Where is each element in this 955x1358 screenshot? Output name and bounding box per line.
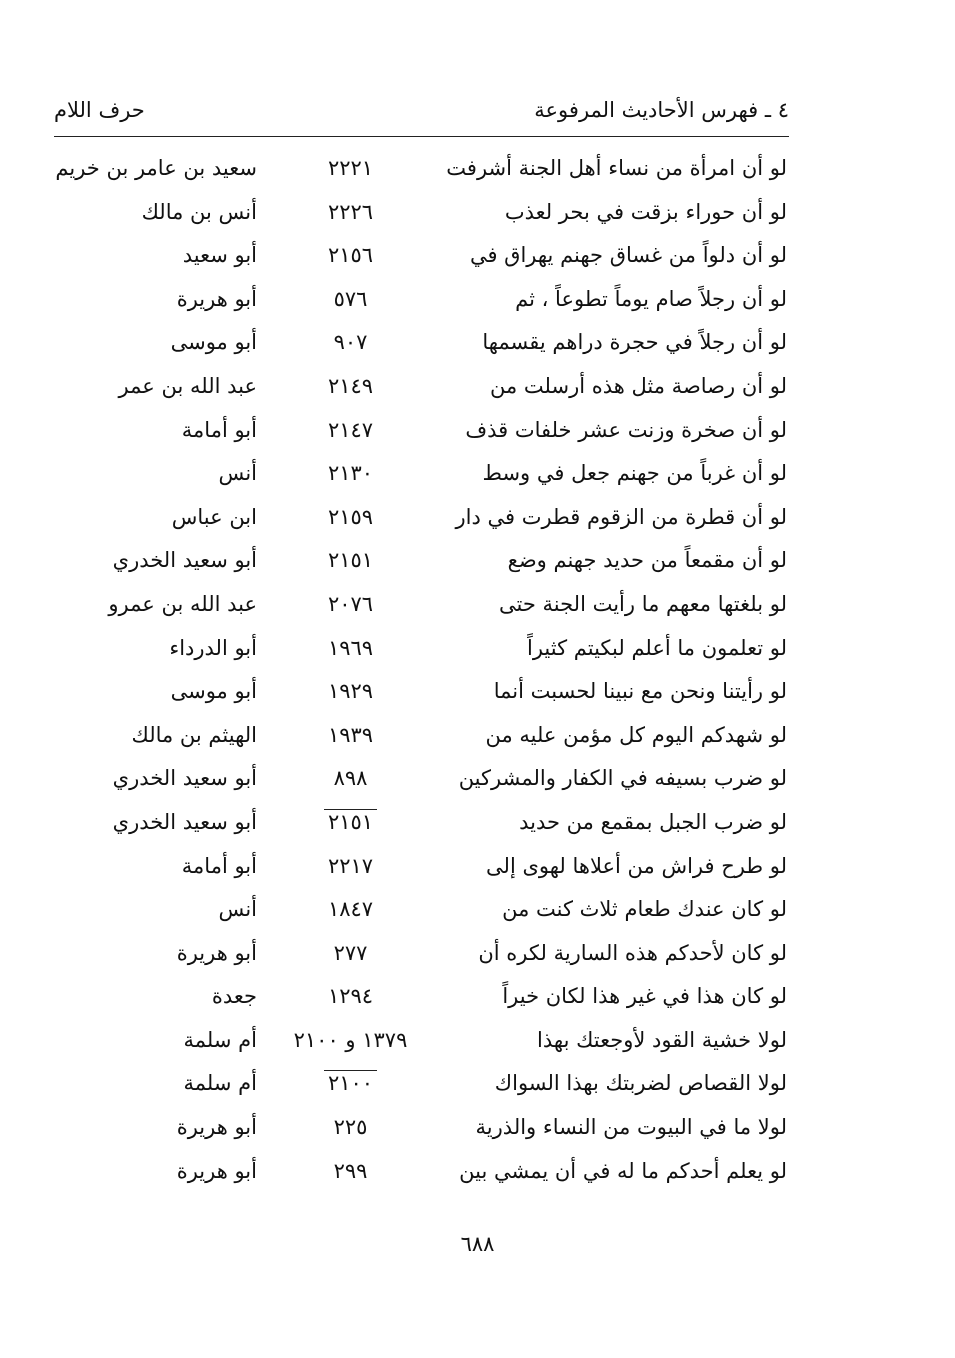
- index-row: [0, 326, 955, 370]
- index-row: [0, 196, 955, 240]
- hadith-incipit: لو ضرب بسيفه في الكفار والمشركين: [458, 766, 787, 791]
- hadith-incipit: لو يعلم أحدكم ما له في أن يمشي بين: [459, 1158, 787, 1183]
- hadith-number-value: ٥٧٦: [333, 286, 368, 311]
- index-row: [0, 762, 955, 806]
- hadith-number-value: ٢١٥١: [327, 548, 374, 573]
- hadith-incipit: لو أن قطرة من الزقوم قطرت في دار: [455, 504, 787, 529]
- index-row: [0, 675, 955, 719]
- hadith-number-value: ٢٩٩: [333, 1158, 368, 1183]
- index-row: [0, 588, 955, 632]
- index-row: [0, 937, 955, 981]
- hadith-number: [288, 243, 413, 267]
- hadith-number: [288, 1071, 413, 1095]
- narrator-name: أبو هريرة: [176, 1115, 257, 1140]
- hadith-number: [288, 505, 413, 529]
- narrator-name: أبو سعيد: [182, 243, 257, 268]
- index-row: [0, 283, 955, 327]
- narrator-name: أبو موسى: [170, 679, 257, 704]
- hadith-number: [288, 854, 413, 878]
- hadith-incipit: لو تعلمون ما أعلم لبكيتم كثيراً: [527, 635, 787, 660]
- narrator-name: سعيد بن عامر بن خريم: [55, 156, 257, 180]
- narrator-name: أنس بن مالك: [141, 199, 257, 224]
- narrator-name: أنس: [218, 897, 257, 922]
- hadith-number: [288, 1159, 413, 1183]
- hadith-number-value: ١٩٦٩: [327, 635, 374, 660]
- hadith-number-value: ١٢٩٤: [327, 984, 374, 1009]
- narrator-name: عبد الله بن عمرو: [108, 591, 257, 616]
- narrator-name: الهيثم بن مالك: [131, 722, 257, 747]
- hadith-number-value: ٢٢٢٦: [327, 199, 374, 224]
- hadith-number-value: ١٨٤٧: [327, 897, 374, 922]
- hadith-number: [288, 636, 413, 660]
- hadith-number-value: ٢١٣٠: [327, 461, 374, 486]
- narrator-name: جعدة: [211, 984, 257, 1009]
- hadith-number-value: ٢١٥١: [324, 809, 377, 834]
- hadith-number-value: ٢١٤٩: [327, 373, 374, 398]
- narrator-name: أبو موسى: [170, 330, 257, 355]
- narrator-name: أبو هريرة: [176, 286, 257, 311]
- hadith-incipit: لولا القصاص لضربتك بهذا السواك: [494, 1071, 787, 1096]
- hadith-number: [288, 156, 413, 180]
- hadith-incipit: لو أن رجلاً صام يوماً تطوعاً ، ثم: [515, 286, 787, 311]
- index-row: [0, 414, 955, 458]
- hadith-number: [288, 810, 413, 834]
- hadith-number: [288, 984, 413, 1008]
- hadith-number: [288, 592, 413, 616]
- index-row: [0, 1155, 955, 1199]
- hadith-index-list: [0, 152, 955, 1198]
- hadith-number: [288, 330, 413, 354]
- hadith-number-value: ٩٠٧: [333, 330, 368, 355]
- index-row: [0, 1067, 955, 1111]
- hadith-number-value: ٢١٠٠: [324, 1070, 377, 1095]
- hadith-incipit: لو أن دلواً من غساق جهنم يهراق في: [469, 243, 787, 268]
- hadith-number: [288, 679, 413, 703]
- hadith-number-value: ٢٠٧٦: [327, 591, 374, 616]
- narrator-name: أبو أمامة: [181, 417, 257, 442]
- hadith-number: [288, 374, 413, 398]
- index-row: [0, 152, 955, 196]
- hadith-number: [288, 1115, 413, 1139]
- narrator-name: أبو سعيد الخدري: [112, 809, 257, 834]
- hadith-incipit: لو أن رصاصة مثل هذه أرسلت من: [490, 373, 787, 398]
- hadith-incipit: لو كان هذا في غير هذا لكان خيراً: [502, 984, 787, 1009]
- narrator-name: أبو سعيد الخدري: [112, 766, 257, 791]
- hadith-number: [288, 723, 413, 747]
- index-row: [0, 632, 955, 676]
- index-row: [0, 719, 955, 763]
- narrator-name: أنس: [218, 461, 257, 486]
- hadith-number-value: ٢٧٧: [333, 940, 368, 965]
- narrator-name: أبو أمامة: [181, 853, 257, 878]
- index-row: [0, 980, 955, 1024]
- hadith-incipit: لولا خشية القود لأوجعتك بهذا: [537, 1027, 787, 1052]
- narrator-name: أبو الدرداء: [169, 635, 257, 660]
- section-title: ٤ ـ فهرس الأحاديث المرفوعة: [534, 98, 789, 122]
- index-row: [0, 850, 955, 894]
- hadith-incipit: لو أن رجلاً في حجرة دراهم يقسمها: [482, 330, 787, 355]
- index-row: [0, 806, 955, 850]
- hadith-number-value: ٢٢١٧: [327, 853, 374, 878]
- hadith-incipit: لو ضرب الجبل بمقمع من حديد: [519, 809, 787, 834]
- narrator-name: أم سلمة: [183, 1071, 257, 1096]
- hadith-number: [288, 548, 413, 572]
- hadith-number-value: ٢١٤٧: [327, 417, 374, 442]
- page-number: ٦٨٨: [460, 1232, 495, 1256]
- index-row: [0, 239, 955, 283]
- narrator-name: عبد الله بن عمر: [118, 373, 257, 398]
- index-row: [0, 501, 955, 545]
- hadith-number-value: ٨٩٨: [333, 766, 368, 791]
- hadith-incipit: لو بلغتها معهم ما رأيت الجنة حتى: [499, 591, 787, 616]
- hadith-incipit: لولا ما في البيوت من النساء والذرية: [475, 1115, 787, 1140]
- index-row: [0, 544, 955, 588]
- hadith-incipit: لو رأيتنا ونحن مع نبينا لحسبت أنما: [493, 679, 787, 704]
- hadith-incipit: لو كان عندك طعام ثلاث كنت من: [502, 897, 787, 922]
- narrator-name: ابن عباس: [171, 504, 257, 529]
- narrator-name: أبو سعيد الخدري: [112, 548, 257, 573]
- narrator-name: أبو هريرة: [176, 940, 257, 965]
- hadith-number-value: ٢١٥٩: [327, 504, 374, 529]
- index-row: [0, 457, 955, 501]
- hadith-number: [288, 461, 413, 485]
- hadith-number-value: ١٣٧٩ و ٢١٠٠: [293, 1027, 408, 1052]
- hadith-incipit: لو أن حوراء بزقت في بحر لعذب: [504, 199, 787, 224]
- hadith-incipit: لو كان لأحدكم هذه السارية لكره أن: [478, 940, 787, 965]
- hadith-incipit: لو أن امرأة من نساء أهل الجنة أشرفت: [446, 156, 787, 180]
- index-row: [0, 893, 955, 937]
- hadith-number-value: ٢١٥٦: [327, 243, 374, 268]
- hadith-number-value: ١٩٢٩: [327, 679, 374, 704]
- index-row: [0, 1024, 955, 1068]
- index-row: [0, 1111, 955, 1155]
- hadith-number: [288, 897, 413, 921]
- index-row: [0, 370, 955, 414]
- hadith-incipit: لو شهدكم اليوم كل مؤمن عليه من: [485, 722, 787, 747]
- hadith-incipit: لو أن صخرة وزنت عشر خلفات قذف: [465, 417, 787, 442]
- hadith-number: [288, 200, 413, 224]
- hadith-number: [288, 287, 413, 311]
- hadith-number: [288, 941, 413, 965]
- narrator-name: أم سلمة: [183, 1027, 257, 1052]
- letter-title: حرف اللام: [54, 98, 145, 122]
- hadith-number-value: ٢٢٥: [333, 1115, 368, 1140]
- narrator-name: أبو هريرة: [176, 1158, 257, 1183]
- hadith-incipit: لو طرح فراش من أعلاها لهوى إلى: [486, 853, 787, 878]
- hadith-number: [288, 418, 413, 442]
- hadith-incipit: لو أن مقمعاً من حديد جهنم وضع: [507, 548, 787, 573]
- page-header: [54, 96, 789, 137]
- hadith-number-value: ١٩٣٩: [327, 722, 374, 747]
- hadith-number: [288, 766, 413, 790]
- hadith-number: [288, 1028, 413, 1052]
- hadith-incipit: لو أن غرباً من جهنم جعل في وسط: [482, 461, 787, 486]
- hadith-number-value: ٢٢٢١: [327, 156, 374, 180]
